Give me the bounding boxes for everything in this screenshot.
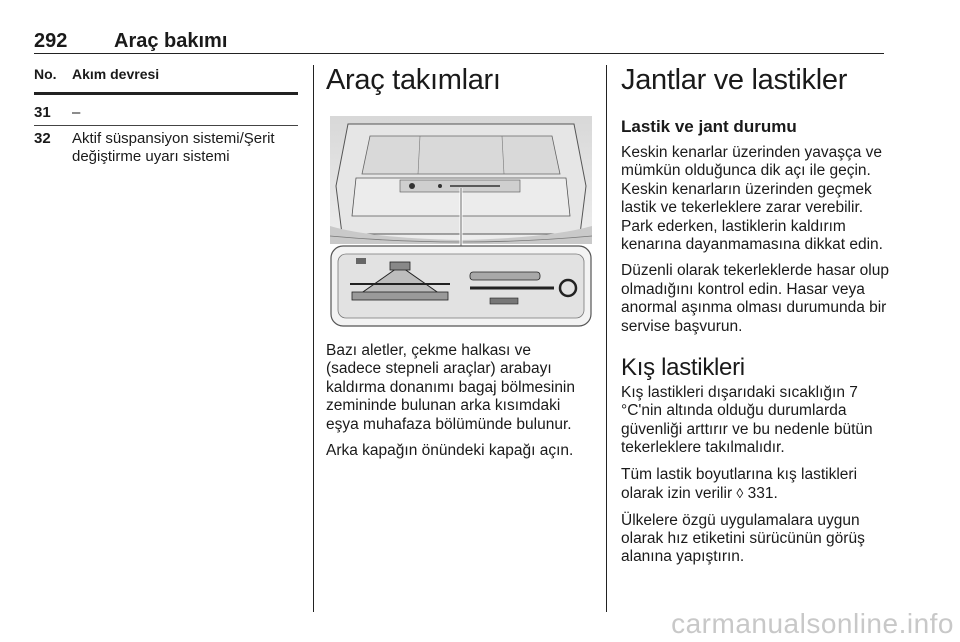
wheels-section — [621, 62, 889, 575]
fuse-circuit: – — [72, 104, 81, 121]
winter-tyres-paragraph: Kış lastikleri dışarıdaki sıcaklığın 7 °C'nin altında olduğu durumlarda güvenliği arttırır ve bu nedenle bütün tekerleklere takılmalıdır. — [621, 384, 873, 457]
winter-tyres-text: Tüm lastik boyutlarına kış lastikleri olarak izin verilir — [621, 465, 858, 503]
winter-tyres-paragraph — [621, 466, 889, 504]
tyre-condition-heading: Lastik ve jant durumu — [621, 117, 797, 136]
column-divider-2 — [606, 65, 607, 612]
tyre-condition-paragraph: Düzenli olarak tekerleklerde hasar olup olmadığını kontrol edin. Hasar veya anormal aşınma olması durumunda bir servise başvurun. — [621, 262, 889, 335]
fuse-number: 32 — [34, 130, 51, 147]
chapter-title: Araç bakımı — [114, 30, 228, 52]
table-header-rule — [34, 92, 298, 95]
tools-paragraph: Bazı aletler, çekme halkası ve (sadece stepneli araçlar) arabayı kaldırma donanımı bagaj bölmesinin zemininde bulunan arka kısımdaki eşya muhafaza bölümünde bulunur. — [326, 342, 575, 433]
header-rule — [34, 53, 884, 54]
tyre-condition-paragraph: Keskin kenarlar üzerinden yavaşça ve mümkün olduğunca dik açı ile geçin. Keskin kenarların üzerinden geçmek lastik ve tekerleklere zarar verebilir. Park ederken, lastiklerin kaldırım kenarına dayanmamasına dikkat edin. — [621, 144, 883, 254]
tools-heading: Araç takımları — [326, 64, 501, 96]
fuse-circuit: Aktif süspansiyon sistemi/Şerit değiştirme uyarı sistemi — [72, 130, 275, 165]
column-divider-1 — [313, 65, 314, 612]
tool-kit-illustration — [330, 116, 592, 328]
page-number: 292 — [34, 30, 68, 52]
fuse-table — [34, 66, 298, 166]
tools-text — [326, 342, 588, 468]
watermark: carmanualsonline.info — [671, 608, 954, 639]
winter-tyres-paragraph: Ülkelere özgü uygulamalara uygun olarak hız etiketini sürücünün görüş alanına yapıştırın. — [621, 511, 865, 566]
page-reference-number[interactable]: 331. — [743, 485, 778, 503]
table-row — [34, 130, 298, 166]
tools-paragraph: Arka kapağın önündeki kapağı açın. — [326, 442, 574, 460]
page-reference-icon[interactable]: ◊ — [736, 485, 744, 502]
table-header — [34, 66, 298, 90]
table-row — [34, 104, 298, 122]
fuse-number: 31 — [34, 104, 51, 121]
col-header-no: No. — [34, 66, 57, 82]
winter-tyres-heading: Kış lastikleri — [621, 354, 745, 382]
wheels-heading: Jantlar ve lastikler — [621, 64, 848, 96]
col-header-circuit: Akım devresi — [72, 66, 160, 82]
tools-section — [326, 62, 588, 98]
